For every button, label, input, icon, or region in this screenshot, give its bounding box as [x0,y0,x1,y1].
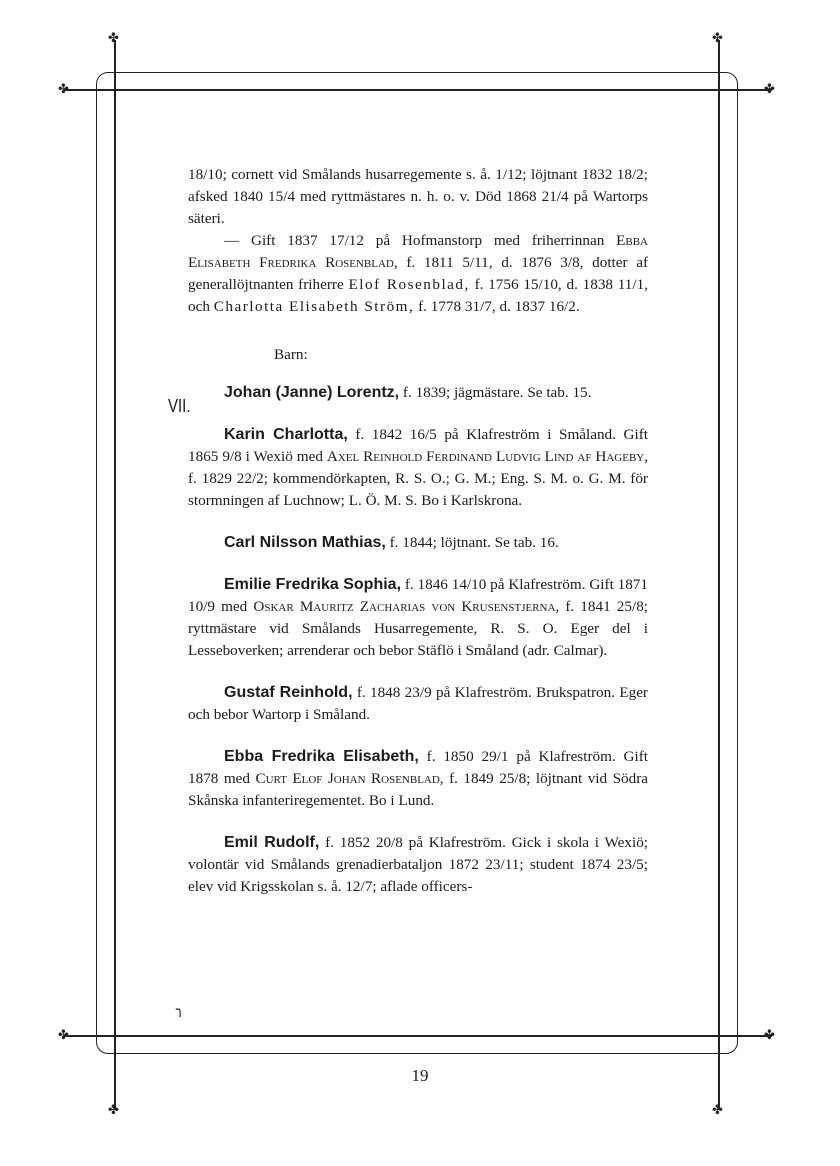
left-inner-rule [114,40,116,1110]
child-entry-ebba [188,746,648,812]
child-name: Karin Charlotta, [224,426,348,443]
child-details: f. 1844; löjtnant. Se tab. 16. [389,534,559,551]
child-details-b: f. 1849 25/8; löjtnant vid Södra Skånska infanteriregementet. Bo i Lund. [188,770,649,809]
fleuron-ornament-top-left: ✤ [108,31,119,46]
marriage-text-c: f. 1756 15/10, d. 1838 11/1, och [188,276,649,315]
fleuron-ornament-right-bottom: ✤ [764,1028,775,1043]
spouse-name: Ebba Elisabeth Fredrika Rosenblad, [188,232,648,271]
child-entry-emilie [188,574,648,662]
page-number: 19 [411,1066,429,1085]
child-name: Emilie Fredrika Sophia, [224,576,402,593]
child-entry-emil [188,832,648,898]
page-body-text [188,164,648,898]
child-entry-gustaf [188,682,648,726]
fleuron-ornament-left-top: ✤ [58,82,69,97]
child-details-a: f. 1842 16/5 på Klafreström i Småland. Gift 1865 9/8 i Wexiö med [188,426,648,465]
child-details-a: f. 1846 14/10 på Klafreström. Gift 1871 10/9 med [188,576,648,615]
marriage-text-a: — Gift 1837 17/12 på Hofmanstorp med friherrinnan [224,232,605,249]
child-details: f. 1839; jägmästare. Se tab. 15. [402,384,592,401]
child-name: Carl Nilsson Mathias, [224,534,386,551]
child-name: Gustaf Reinhold, [224,684,353,701]
fleuron-ornament-left-bottom: ✤ [58,1028,69,1043]
child-entry-karin [188,424,648,512]
child-details-b: f. 1829 22/2; kommendörkapten, R. S. O.; G. M.; Eng. S. M. o. G. M. för stormningen af Luchnow; L. Ö. M. S. Bo i Karlskrona. [188,470,648,509]
child-details: f. 1848 23/9 på Klafreström. Brukspatron. Eger och bebor Wartorp i Småland. [188,684,648,723]
stray-mark: ╮ [176,1002,185,1018]
child-name: Johan (Janne) Lorentz, [224,384,400,401]
marriage-paragraph [188,230,648,318]
child-spouse-name: Axel Reinhold Ferdinand Ludvig Lind af Hageby, [326,448,649,465]
child-name: Emil Rudolf, [224,834,320,851]
father-name: Elof Rosenblad, [348,276,470,293]
fleuron-ornament-bottom-left: ✤ [108,1103,119,1118]
child-details-b: f. 1841 25/8; ryttmästare vid Smålands Husarregemente, R. S. O. Eger del i Lesseboverken; arrenderar och bebor Stäflö i Småland (adr. Calmar). [188,598,649,659]
children-heading: Barn: [274,346,308,363]
bottom-inner-rule [64,1035,772,1037]
child-spouse-name: Oskar Mauritz Zacharias von Krusenstjerna, [253,598,560,615]
child-entry-johan [188,382,648,404]
marriage-text-b: f. 1811 5/11, d. 1876 3/8, dotter af generallöjtnanten friherre [188,254,649,293]
fleuron-ornament-right-top: ✤ [764,82,775,97]
margin-annotation-roman: VII. [168,395,191,418]
mother-name: Charlotta Elisabeth Ström, [213,298,415,315]
child-spouse-name: Curt Elof Johan Rosenblad, [255,770,444,787]
child-details: f. 1852 20/8 på Klafreström. Gick i skola i Wexiö; volontär vid Smålands grenadierbataljon 1872 23/11; student 1874 23/5; elev vid Krigsskolan s. å. 12/7; aflade officers- [188,834,649,895]
child-entry-carl [188,532,648,554]
fleuron-ornament-top-right: ✤ [712,31,723,46]
child-name: Ebba Fredrika Elisabeth, [224,748,419,765]
child-details-a: f. 1850 29/1 på Klafreström. Gift 1878 med [188,748,648,787]
intro-paragraph: 18/10; cornett vid Smålands husarregemente s. å. 1/12; löjtnant 1832 18/2; afsked 1840 15/4 med ryttmästares n. h. o. v. Död 1868 21/4 på Wartorps säteri. [188,166,648,227]
fleuron-ornament-bottom-right: ✤ [712,1103,723,1118]
top-inner-rule [64,89,772,91]
right-inner-rule [718,40,720,1110]
marriage-text-d: f. 1778 31/7, d. 1837 16/2. [418,298,580,315]
